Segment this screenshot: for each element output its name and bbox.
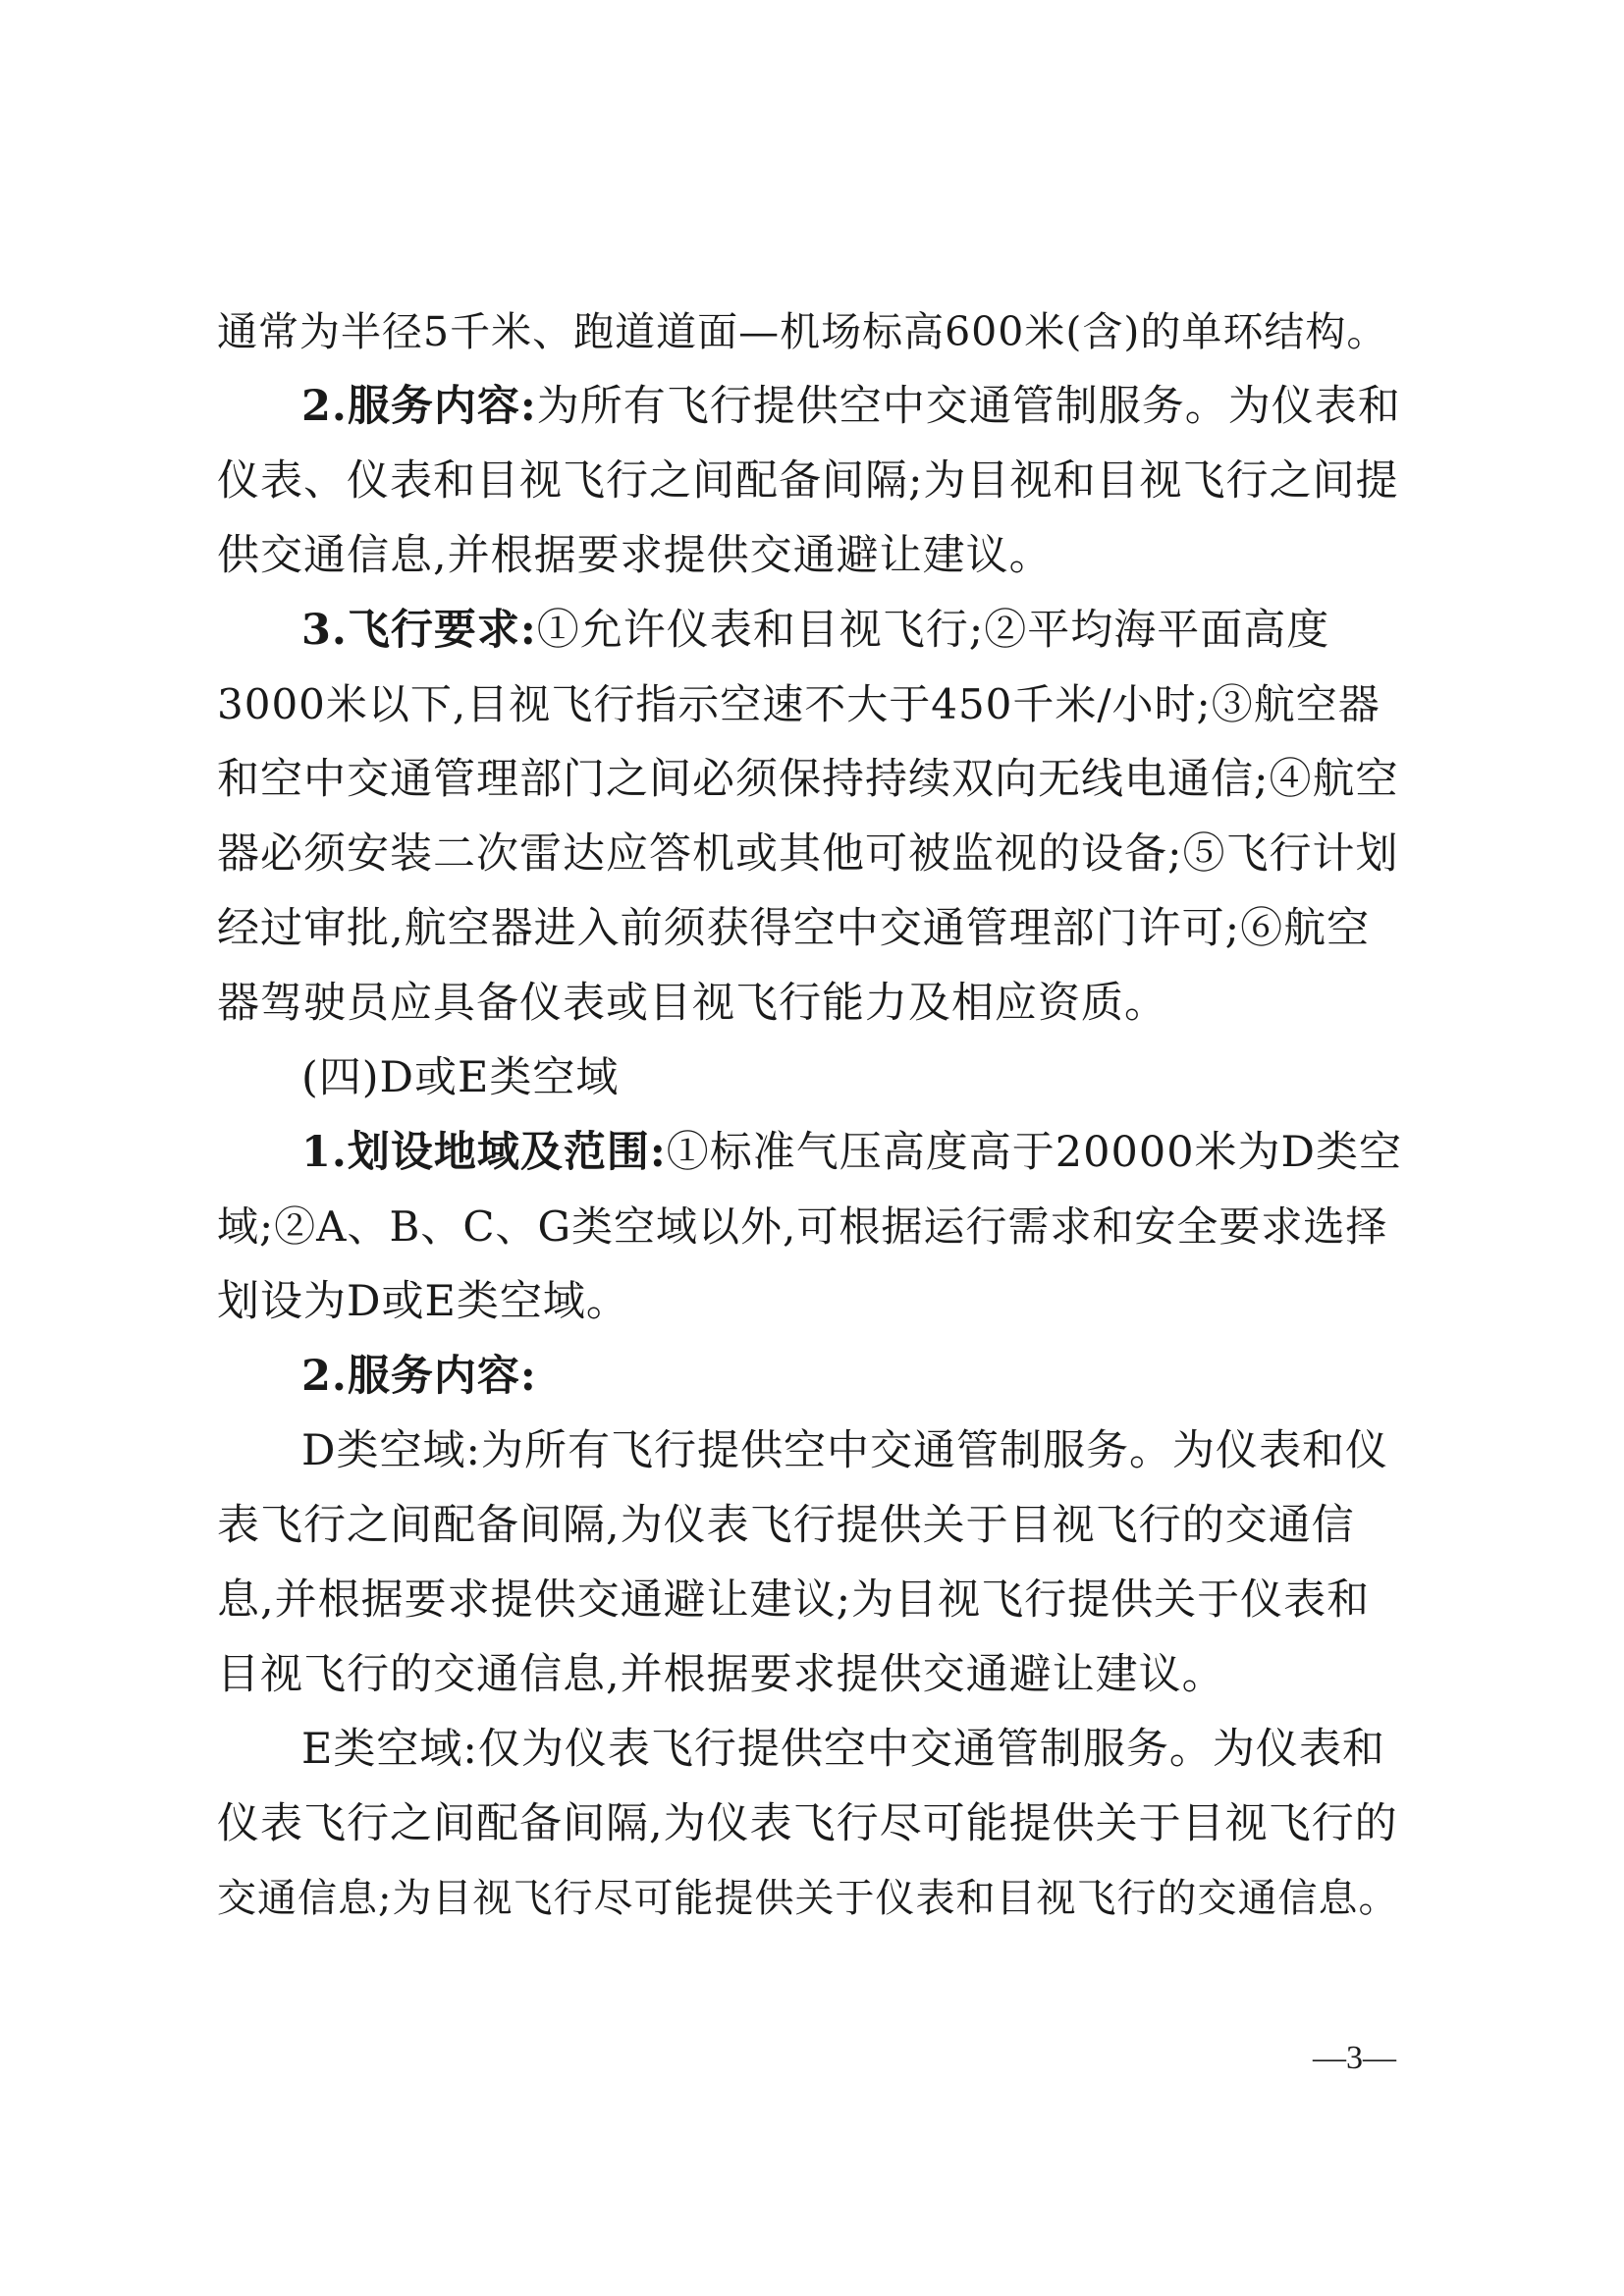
section-heading (217, 1041, 1407, 1115)
numbered-item-line (217, 369, 1407, 444)
text-line (217, 742, 1407, 817)
line-text: ①标准气压高度高于20000米为D类空 (666, 1128, 1403, 1177)
document-body (217, 294, 1407, 1936)
line-text: 目视飞行的交通信息,并根据要求提供交通避让建议。 (217, 1650, 1225, 1699)
line-text: 域;②A、B、C、G类空域以外,可根据运行需求和安全要求选择 (217, 1202, 1388, 1251)
item-heading: 1.划设地域及范围: (301, 1128, 667, 1177)
page-number: —3— (1313, 2040, 1396, 2076)
line-text: D类空域:为所有飞行提供空中交通管制服务。为仪表和仪 (301, 1426, 1388, 1475)
text-line (217, 518, 1407, 593)
paragraph-start-line (217, 1414, 1407, 1488)
text-line (217, 444, 1407, 518)
item-heading: 2.服务内容: (301, 382, 537, 431)
text-line (217, 1264, 1407, 1339)
text-line (217, 891, 1407, 966)
text-line (217, 1637, 1407, 1712)
text-line (217, 294, 1407, 369)
text-line (217, 1563, 1407, 1637)
section-heading-text: (四)D或E类空域 (301, 1053, 620, 1102)
item-heading: 3.飞行要求: (301, 606, 537, 655)
line-text: 供交通信息,并根据要求提供交通避让建议。 (217, 531, 1053, 580)
text-line (217, 1190, 1407, 1264)
line-text: 3000米以下,目视飞行指示空速不大于450千米/小时;③航空器 (217, 680, 1380, 728)
line-text: 为所有飞行提供空中交通管制服务。为仪表和 (536, 382, 1401, 431)
line-text: 和空中交通管理部门之间必须保持持续双向无线电通信;④航空 (217, 755, 1399, 804)
line-text: 仪表、仪表和目视飞行之间配备间隔;为目视和目视飞行之间提 (217, 456, 1399, 506)
text-line (217, 966, 1407, 1041)
line-text: 划设为D或E类空域。 (217, 1277, 629, 1326)
item-heading: 2.服务内容: (301, 1352, 537, 1401)
numbered-item-line (217, 1339, 1407, 1414)
text-line (217, 817, 1407, 891)
line-text: 息,并根据要求提供交通避让建议;为目视飞行提供关于仪表和 (217, 1575, 1371, 1625)
line-text: 交通信息;为目视飞行尽可能提供关于仪表和目视飞行的交通信息。 (217, 1876, 1399, 1921)
text-line (217, 1861, 1407, 1936)
line-text: 器驾驶员应具备仪表或目视飞行能力及相应资质。 (217, 979, 1167, 1028)
line-text: E类空域:仅为仪表飞行提供空中交通管制服务。为仪表和 (301, 1725, 1385, 1774)
paragraph-start-line (217, 1712, 1407, 1787)
line-text: 仪表飞行之间配备间隔,为仪表飞行尽可能提供关于目视飞行的 (217, 1799, 1398, 1848)
text-line (217, 667, 1407, 742)
text-line (217, 1787, 1407, 1861)
line-text: 通常为半径5千米、跑道道面—机场标高600米(含)的单环结构。 (217, 308, 1388, 355)
numbered-item-line (217, 1115, 1407, 1190)
text-line (217, 1488, 1407, 1563)
line-text: 器必须安装二次雷达应答机或其他可被监视的设备;⑤飞行计划 (217, 829, 1399, 879)
line-text: ①允许仪表和目视飞行;②平均海平面高度 (536, 606, 1330, 655)
line-text: 经过审批,航空器进入前须获得空中交通管理部门许可;⑥航空 (217, 904, 1371, 953)
line-text: 表飞行之间配备间隔,为仪表飞行提供关于目视飞行的交通信 (217, 1501, 1355, 1550)
numbered-item-line (217, 593, 1407, 667)
